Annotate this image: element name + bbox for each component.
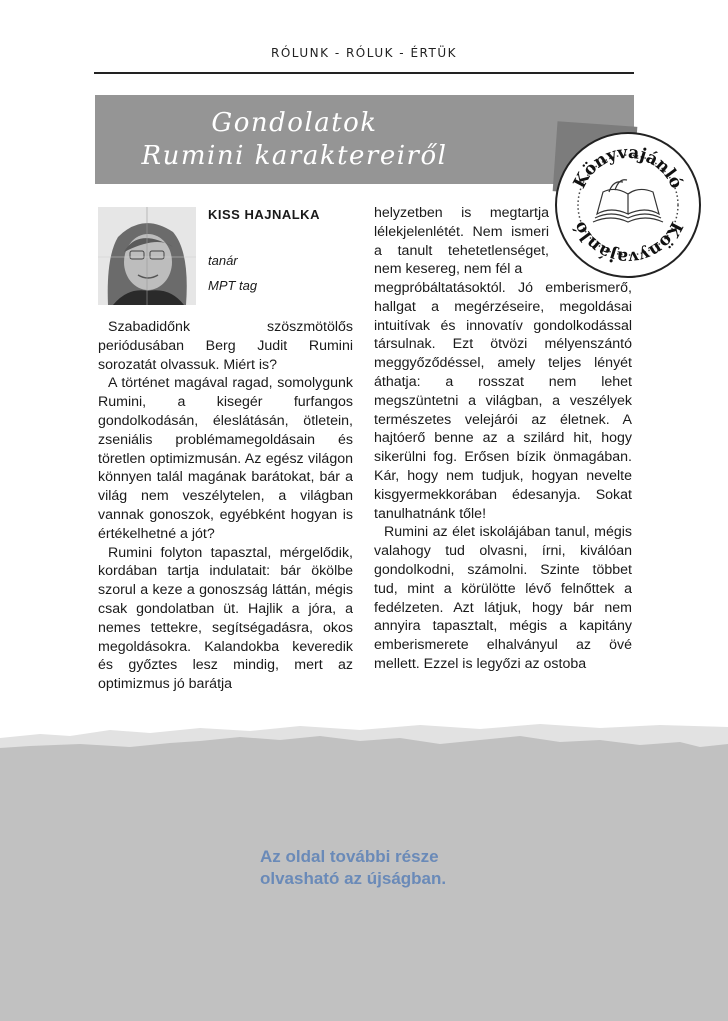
badge-bottom-text: Könyvajánló: [569, 218, 687, 268]
author-role: tanár: [208, 253, 238, 268]
author-portrait-icon: [98, 207, 196, 305]
author-organization: MPT tag: [208, 278, 258, 293]
article-column-left: [98, 318, 353, 730]
paragraph: helyzetben is megtartja lélekjelenlétét. Nem ismeri a tanult tehetetlenséget, nem kesereg, nem fél a: [374, 205, 549, 278]
konyvajanlo-badge: [553, 130, 703, 280]
article-column-right: [374, 279, 632, 725]
paragraph: megpróbáltatásoktól. Jó emberismerő, hallgat a megérzéseire, megoldásai intuitívak és innovatív gondolkodással társulnak. Ezt ötvözi mélyenszántó meggyőződéssel, amely teljes lényét áthatja: a rosszat nem lehet megszüntetni a világban, a veszélyek természetes velejárói az életnek. A hajtóerő benne az a szilárd hit, hogy sikerülni fog. Erősen bízik önmagában. Kár, hogy nem tudjuk, hogyan nevelte kisgyermekkorában édesanyja. Sokat tanulhatnánk tőle!: [374, 280, 632, 522]
paywall-line-1: Az oldal további része: [260, 847, 439, 866]
paragraph: Rumini az élet iskolájában tanul, mégis valahogy tud olvasni, írni, kiválóan gondolkodni, számolni. Szinte többet tud, mint a körülötte lévő felnőttek a fedélzeten. Azt látjuk, hogy bár nem annyira tapasztalt, mégis a kapitány emberismerete elhalványul az övé mellett. Ezzel is legyőzi az ostoba: [374, 524, 632, 672]
paragraph: A történet magával ragad, somolygunk Rumini, a kisegér furfangos gondolkodásán, éleslátásán, ötletein, zseniális problémamegoldásain és töretlen optimizmusán. Az egész világon könnyen talál magának barátokat, bár a világ nem veszélytelen, a világban vannak gonoszok, egyébként hogyan is értékelhetné a jót?: [98, 375, 353, 542]
author-name: KISS HAJNALKA: [208, 207, 320, 222]
title-line-2: Rumini karaktereiről: [141, 141, 448, 171]
title-line-1: Gondolatok: [211, 108, 378, 138]
paywall-message: [260, 846, 446, 890]
section-header: RÓLUNK - RÓLUK - ÉRTÜK: [271, 46, 457, 60]
paywall-line-2: olvasható az újságban.: [260, 869, 447, 888]
author-photo: [98, 207, 196, 305]
article-column-right-top: [374, 204, 549, 279]
paragraph: Szabadidőnk szöszmötölős periódusában Berg Judit Rumini sorozatát olvassuk. Miért is?: [98, 319, 353, 373]
header-divider: [94, 72, 634, 74]
badge-top-text: Könyvajánló: [569, 142, 687, 192]
paragraph: Rumini folyton tapasztal, mérgelődik, kordában tartja indulatait: bár ökölbe szorul a keze a gonoszság láttán, mégis csak gondolatban üt. Hajlik a jóra, a nemes tettekre, segítségadásra, okos megoldásokra. Kalandokba keveredik és győztes lesz mindig, mert az optimizmus jó barátja: [98, 544, 353, 693]
